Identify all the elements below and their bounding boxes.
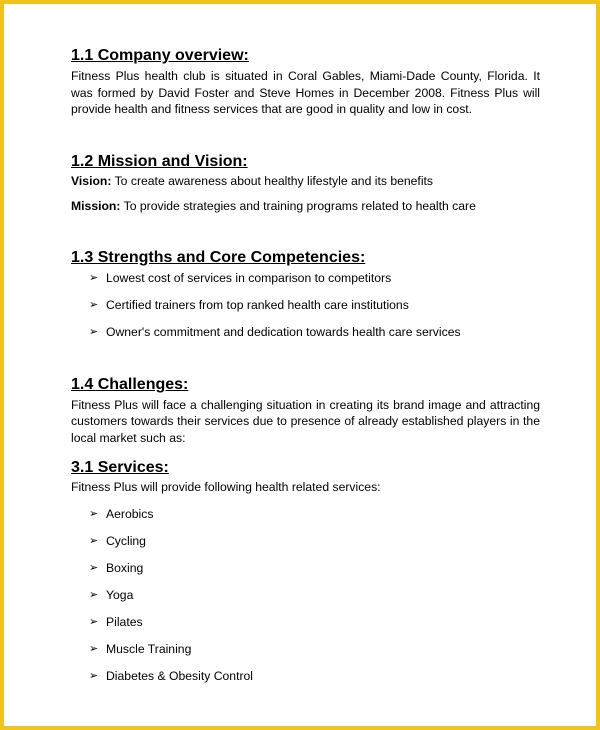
heading-services: 3.1 Services: — [71, 459, 169, 476]
heading-strengths: 1.3 Strengths and Core Competencies: — [71, 248, 366, 266]
list-item: ➢ Boxing — [89, 561, 144, 575]
arrow-bullet-icon: ➢ — [89, 535, 99, 547]
heading-mission-vision: 1.2 Mission and Vision: — [71, 152, 248, 170]
section-company-overview — [71, 46, 540, 118]
list-item: ➢ Diabetes & Obesity Control — [89, 669, 253, 683]
services-intro: Fitness Plus will provide following health related services: — [71, 480, 381, 494]
list-item: ➢ Pilates — [89, 615, 143, 629]
vision-line — [71, 173, 540, 189]
arrow-bullet-icon: ➢ — [89, 325, 99, 338]
section-strengths — [71, 248, 540, 340]
arrow-bullet-icon: ➢ — [89, 643, 99, 655]
arrow-bullet-icon: ➢ — [89, 562, 99, 574]
document-page — [4, 4, 596, 726]
heading-company-overview: 1.1 Company overview: — [71, 47, 249, 64]
company-overview-text: Fitness Plus health club is situated in Coral Gables, Miami-Dade County, Florida. It was formed by David Foster and Steve Homes in December 2008. Fitness Plus will provide health and fitness services that are good in quality and low in cost. — [71, 69, 540, 116]
mission-text: To provide strategies and training programs related to health care — [120, 198, 476, 213]
list-item: ➢ Muscle Training — [89, 642, 192, 656]
vision-text: To create awareness about healthy lifestyle and its benefits — [111, 173, 434, 188]
list-item: ➢ Owner's commitment and dedication towards health care services — [89, 324, 461, 339]
document-content — [71, 46, 540, 684]
list-item: ➢ Cycling — [89, 534, 146, 548]
arrow-bullet-icon: ➢ — [89, 298, 99, 311]
list-item: ➢ Aerobics — [89, 507, 154, 521]
list-item: ➢ Yoga — [89, 588, 134, 602]
arrow-bullet-icon: ➢ — [89, 508, 99, 520]
challenges-text: Fitness Plus will face a challenging situation in creating its brand image and attracting customers towards their services due to presence of already established players in the local market such as: — [71, 397, 540, 445]
arrow-bullet-icon: ➢ — [89, 589, 99, 601]
strengths-list — [71, 270, 540, 340]
arrow-bullet-icon: ➢ — [89, 271, 99, 284]
list-item: ➢ Certified trainers from top ranked health care institutions — [89, 297, 409, 312]
list-item: ➢ Lowest cost of services in comparison to competitors — [89, 270, 392, 285]
mission-label: Mission: — [71, 198, 121, 213]
section-challenges — [71, 375, 540, 447]
arrow-bullet-icon: ➢ — [89, 670, 99, 682]
heading-challenges: 1.4 Challenges: — [71, 375, 189, 393]
vision-label: Vision: — [71, 173, 112, 188]
section-services — [71, 458, 540, 684]
section-mission-vision — [71, 152, 540, 214]
arrow-bullet-icon: ➢ — [89, 616, 99, 628]
services-list — [71, 506, 540, 684]
mission-line — [71, 198, 540, 214]
